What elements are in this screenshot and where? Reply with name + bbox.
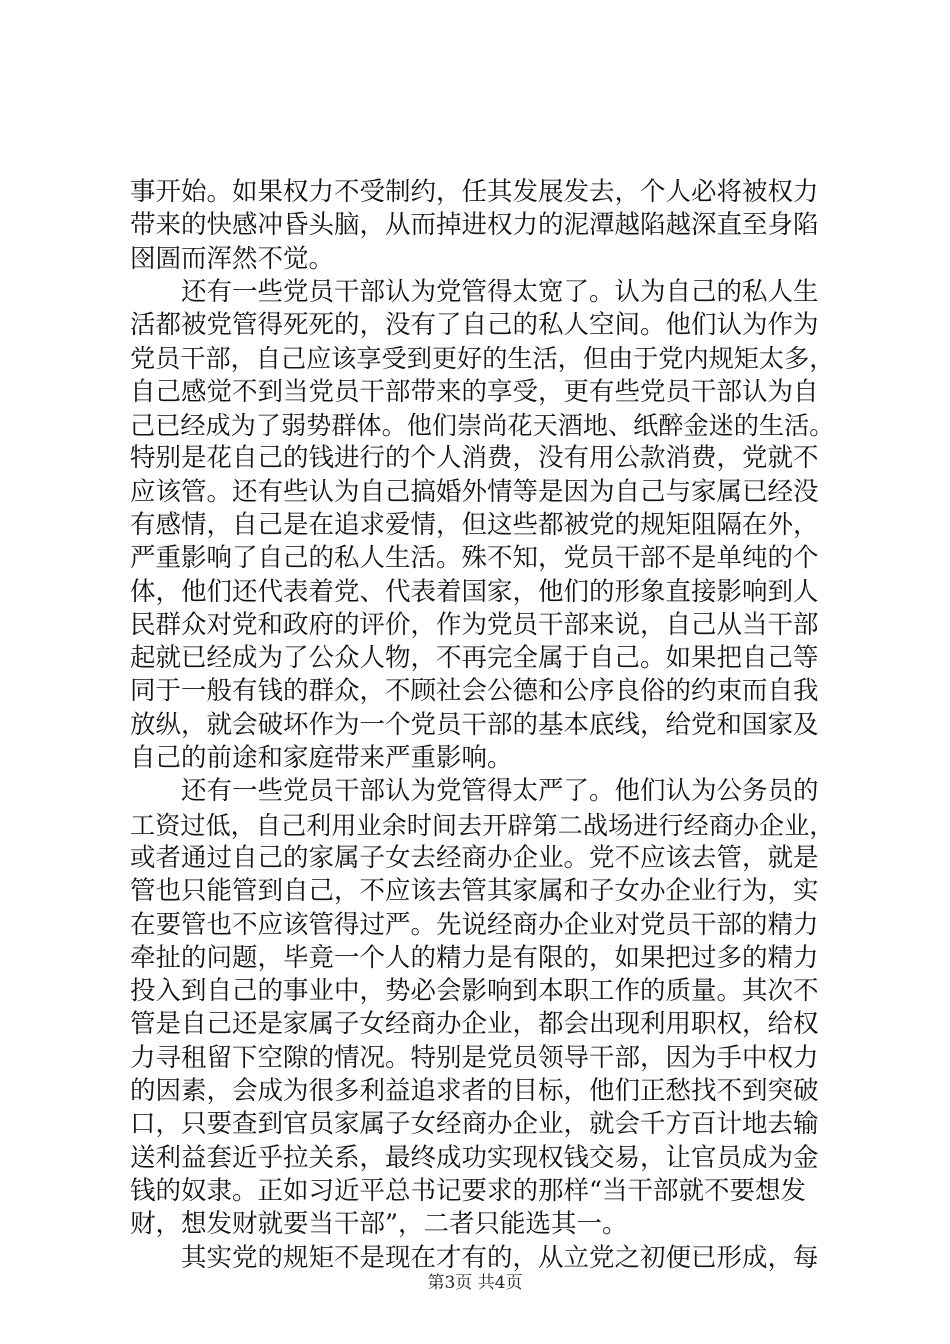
text-line: 自己的前途和家庭带来严重影响。 (130, 743, 513, 774)
paragraph-first-line: 还有一些党员干部认为党管得太严了。他们认为公务员的 (181, 776, 819, 807)
text-line: 口，只要查到官员家属子女经商办企业，就会千方百计地去输 (130, 1109, 819, 1140)
text-line: 体，他们还代表着党、代表着国家，他们的形象直接影响到人 (130, 576, 819, 607)
text-line: 或者通过自己的家属子女去经商办企业。党不应该去管，就是 (130, 842, 819, 873)
text-line: 起就已经成为了公众人物，不再完全属于自己。如果把自己等 (130, 643, 819, 674)
text-line: 党员干部，自己应该享受到更好的生活，但由于党内规矩太多， (130, 344, 835, 374)
text-line: 己已经成为了弱势群体。他们崇尚花天酒地、纸醉金迷的生活。 (130, 411, 835, 441)
text-line: 事开始。如果权力不受制约，任其发展发去，个人必将被权力 (130, 177, 819, 207)
page-footer: 第3页 共4页 (427, 1273, 523, 1293)
text-line: 管是自己还是家属子女经商办企业，都会出现利用职权，给权 (130, 1009, 819, 1040)
text-line: 在要管也不应该管得过严。先说经商办企业对党员干部的精力 (130, 909, 819, 940)
text-line: 管也只能管到自己，不应该去管其家属和子女办企业行为，实 (130, 876, 819, 907)
text-line: 送利益套近乎拉关系，最终成功实现权钱交易，让官员成为金 (130, 1142, 819, 1173)
text-line: 带来的快感冲昏头脑，从而掉进权力的泥潭越陷越深直至身陷 (130, 210, 819, 241)
text-line: 民群众对党和政府的评价，作为党员干部来说，自己从当干部 (130, 609, 819, 640)
text-line: 有感情，自己是在追求爱情，但这些都被党的规矩阻隔在外， (130, 509, 819, 540)
text-line: 自己感觉不到当党员干部带来的享受，更有些党员干部认为自 (130, 376, 819, 407)
text-line: 工资过低，自己利用业余时间去开辟第二战场进行经商办企业， (130, 810, 835, 840)
text-line: 财，想发财就要当干部”，二者只能选其一。 (130, 1209, 628, 1240)
text-line: 活都被党管得死死的，没有了自己的私人空间。他们认为作为 (130, 310, 819, 341)
text-line: 力寻租留下空隙的情况。特别是党员领导干部，因为手中权力 (130, 1042, 819, 1073)
paragraph-first-line: 还有一些党员干部认为党管得太宽了。认为自己的私人生 (181, 276, 819, 307)
text-line: 同于一般有钱的群众，不顾社会公德和公序良俗的约束而自我 (130, 676, 819, 707)
text-line: 牵扯的问题，毕竟一个人的精力是有限的，如果把过多的精力 (130, 942, 819, 973)
text-line: 特别是花自己的钱进行的个人消费，没有用公款消费，党就不 (130, 443, 819, 474)
paragraph-first-line: 其实党的规矩不是现在才有的，从立党之初便已形成，每 (181, 1242, 819, 1273)
text-line: 放纵，就会破坏作为一个党员干部的基本底线，给党和国家及 (130, 709, 819, 740)
text-line: 的因素，会成为很多利益追求者的目标，他们正愁找不到突破 (130, 1076, 819, 1107)
text-line: 严重影响了自己的私人生活。殊不知，党员干部不是单纯的个 (130, 543, 819, 574)
text-line: 应该管。还有些认为自己搞婚外情等是因为自己与家属已经没 (130, 476, 819, 507)
text-line: 囹圄而浑然不觉。 (130, 243, 335, 274)
text-line: 钱的奴隶。正如习近平总书记要求的那样“当干部就不要想发 (130, 1175, 807, 1206)
body-text (130, 176, 835, 1275)
text-line: 投入到自己的事业中，势必会影响到本职工作的质量。其次不 (130, 976, 819, 1007)
